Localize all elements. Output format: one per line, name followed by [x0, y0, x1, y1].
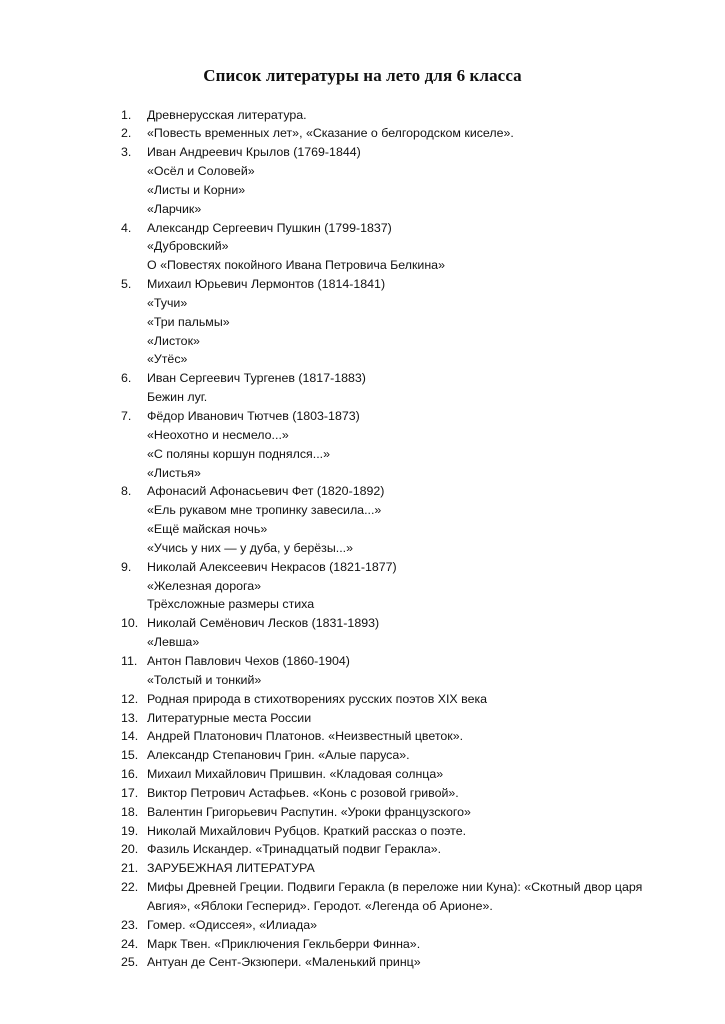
list-item-number: 15. [121, 748, 139, 763]
list-item-subline: «Листок» [147, 333, 200, 348]
list-item [0, 143, 725, 218]
list-item-text: Родная природа в стихотворениях русских поэтов XIX века [147, 691, 488, 706]
list-item-subline: «Ларчик» [147, 201, 202, 216]
list-item-text: Михаил Юрьевич Лермонтов (1814-1841) [147, 277, 386, 292]
list-item-subline: «Листы и Корни» [147, 182, 246, 197]
list-item-number: 10. [121, 616, 139, 631]
list-item-text: Древнерусская литература. [147, 107, 307, 122]
list-item [0, 840, 725, 859]
list-item-text: Николай Семёнович Лесков (1831-1893) [147, 616, 380, 631]
list-item-text: Александр Степанович Грин. «Алые паруса». [147, 748, 410, 763]
list-item [0, 709, 725, 728]
list-item-text: ЗАРУБЕЖНАЯ ЛИТЕРАТУРА [147, 861, 315, 876]
list-item [0, 859, 725, 878]
list-item-text: Андрей Платонович Платонов. «Неизвестный цветок». [147, 729, 464, 744]
list-item [0, 690, 725, 709]
list-item-text: Николай Михайлович Рубцов. Краткий рассказ о поэте. [147, 823, 467, 838]
list-item-number: 7. [121, 409, 132, 423]
list-item-subline: «Листья» [147, 465, 201, 480]
list-item-text: Марк Твен. «Приключения Гекльберри Финна». [147, 936, 421, 951]
list-item-text: Михаил Михайлович Пришвин. «Кладовая солнца» [147, 767, 444, 782]
list-item [0, 803, 725, 822]
list-item [0, 727, 725, 746]
list-item-number: 16. [121, 767, 139, 782]
list-item [0, 558, 725, 615]
list-item [0, 369, 725, 407]
list-item-subline: «С поляны коршун поднялся...» [147, 446, 330, 461]
list-item-subline: «Три пальмы» [147, 314, 230, 329]
list-item-subline: «Тучи» [147, 295, 188, 310]
list-item-text: Николай Алексеевич Некрасов (1821-1877) [147, 559, 397, 574]
list-item-number: 3. [121, 145, 132, 160]
list-item-subline: Трёхсложные размеры стиха [147, 597, 315, 612]
list-item [0, 935, 725, 954]
list-item-text: Фазиль Искандер. «Тринадцатый подвиг Геракла». [147, 842, 442, 857]
list-item-number: 2. [121, 126, 132, 141]
list-item [0, 275, 725, 369]
list-item-text: Александр Сергеевич Пушкин (1799-1837) [147, 220, 392, 235]
list-item-number: 18. [121, 804, 139, 819]
list-item-subline: «Дубровский» [147, 239, 229, 254]
list-item-number: 22. [121, 880, 139, 895]
list-item-subline: «Осёл и Соловей» [147, 164, 255, 179]
list-item [0, 784, 725, 803]
list-item [0, 482, 725, 557]
list-item-subline: «Ещё майская ночь» [147, 522, 268, 537]
list-item [0, 822, 725, 841]
list-item-number: 12. [121, 691, 139, 706]
list-item-subline: «Учись у них — у дуба, у берёзы...» [147, 540, 353, 555]
list-item-number: 9. [121, 559, 132, 574]
list-item [0, 916, 725, 935]
list-item-text: Валентин Григорьевич Распутин. «Уроки французского» [147, 804, 471, 819]
list-item-number: 1. [121, 107, 132, 122]
list-item [0, 407, 725, 482]
list-item-subline: «Толстый и тонкий» [147, 672, 262, 687]
list-item-text: Фёдор Иванович Тютчев (1803-1873) [147, 409, 360, 423]
list-item-number: 24. [121, 936, 139, 951]
list-item-text: «Повесть временных лет», «Сказание о белгородском киселе». [147, 126, 514, 141]
list-item-text: Гомер. «Одиссея», «Илиада» [147, 917, 317, 932]
list-item-number: 23. [121, 917, 139, 932]
list-item-number: 21. [121, 861, 139, 876]
list-item [0, 652, 725, 690]
list-item-subline: «Неохотно и несмело...» [147, 427, 289, 442]
list-item-subline: «Левша» [147, 635, 200, 650]
list-item [0, 953, 725, 972]
list-item-subline: О «Повестях покойного Ивана Петровича Белкина» [147, 258, 445, 273]
list-item-number: 14. [121, 729, 139, 744]
list-item-text: Иван Сергеевич Тургенев (1817-1883) [147, 371, 366, 386]
page-title: Список литературы на лето для 6 класса [203, 66, 522, 85]
reading-list [0, 106, 725, 973]
list-item-number: 4. [121, 220, 132, 235]
list-item-number: 17. [121, 785, 139, 800]
list-item [0, 765, 725, 784]
list-item [0, 746, 725, 765]
list-item-number: 19. [121, 823, 139, 838]
list-item-subline: «Железная дорога» [147, 578, 262, 593]
list-item-text: Мифы Древней Греции. Подвиги Геракла (в переложе нии Куна): «Скотный двор царя [147, 880, 643, 895]
list-item-number: 13. [121, 710, 139, 725]
list-item [0, 878, 725, 916]
list-item-subline: Бежин луг. [147, 390, 208, 405]
list-item-number: 11. [121, 653, 138, 668]
list-item-number: 8. [121, 484, 132, 499]
list-item-text: Антуан де Сент-Экзюпери. «Маленький принц» [147, 955, 421, 970]
list-item-text: Виктор Петрович Астафьев. «Конь с розовой гривой». [147, 785, 459, 800]
list-item-subline: «Ель рукавом мне тропинку завесила...» [147, 503, 382, 518]
list-item-text: Литературные места России [147, 710, 312, 725]
list-item-subline: Авгия», «Яблоки Гесперид». Геродот. «Легенда об Арионе». [147, 898, 493, 913]
list-item-number: 20. [121, 842, 139, 857]
list-item-number: 5. [121, 277, 132, 292]
list-item [0, 219, 725, 276]
list-item-text: Афонасий Афонасьевич Фет (1820-1892) [147, 484, 385, 499]
list-item-text: Антон Павлович Чехов (1860-1904) [147, 653, 350, 668]
list-item [0, 106, 725, 125]
list-item [0, 614, 725, 652]
list-item [0, 124, 725, 143]
list-item-subline: «Утёс» [147, 352, 188, 367]
list-item-text: Иван Андреевич Крылов (1769-1844) [147, 145, 361, 160]
list-item-number: 25. [121, 955, 139, 970]
list-item-number: 6. [121, 371, 132, 386]
